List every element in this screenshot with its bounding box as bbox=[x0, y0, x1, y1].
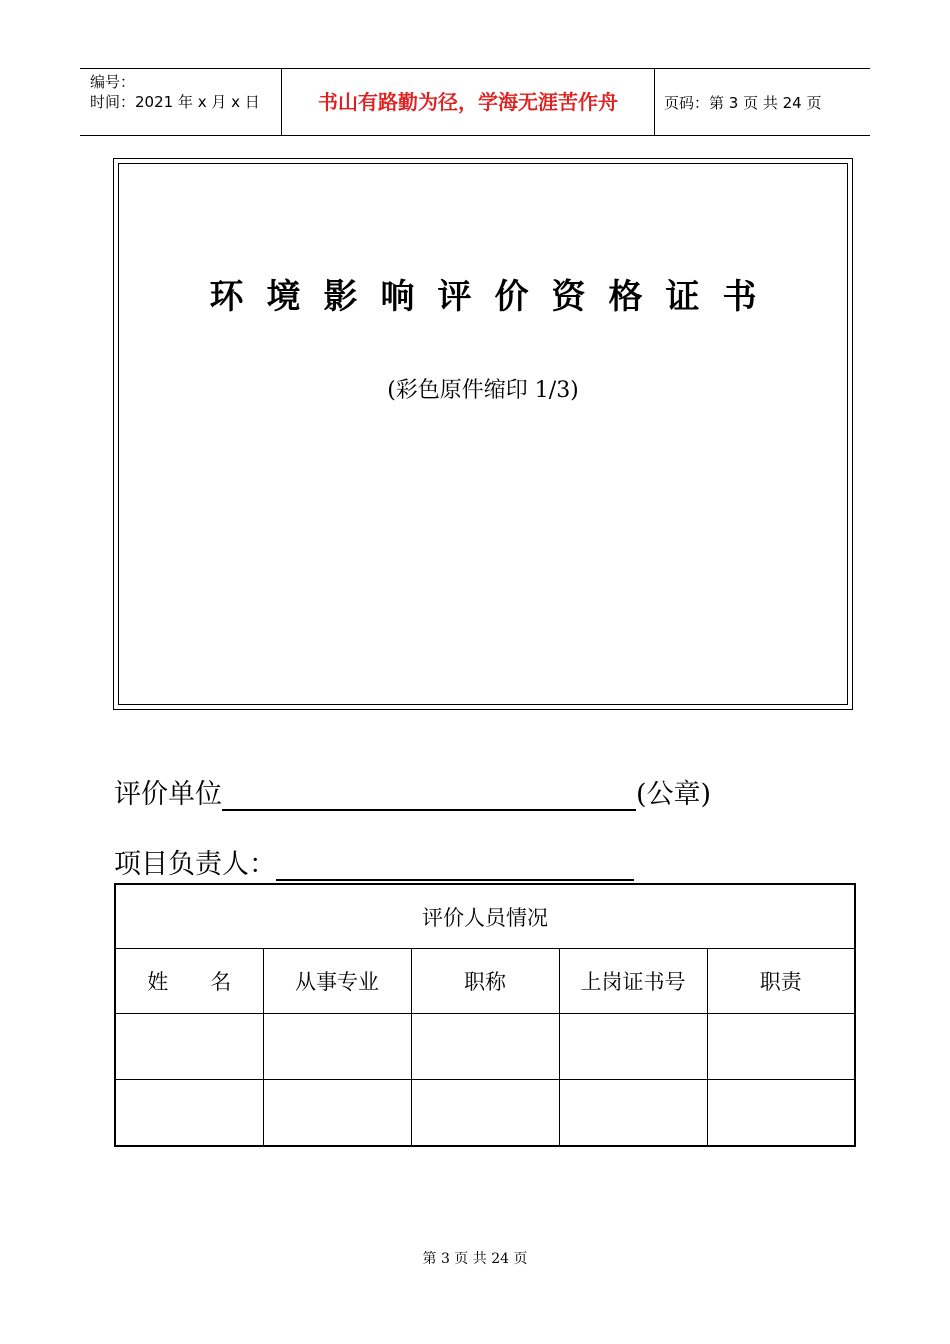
evaluation-unit-blank[interactable] bbox=[222, 781, 636, 811]
column-header-certificate-no: 上岗证书号 bbox=[559, 949, 707, 1014]
staff-table-title-row bbox=[115, 884, 855, 949]
staff-table-header-row bbox=[115, 949, 855, 1014]
table-cell[interactable] bbox=[559, 1014, 707, 1080]
serial-number-label: 编号： bbox=[90, 73, 136, 91]
column-header-specialty: 从事专业 bbox=[263, 949, 411, 1014]
header-bottom-rule bbox=[80, 135, 870, 136]
certificate-title: 环境影响评价资格证书 bbox=[209, 277, 780, 317]
table-cell[interactable] bbox=[707, 1080, 855, 1147]
column-header-title: 职称 bbox=[411, 949, 559, 1014]
evaluation-unit-field bbox=[114, 772, 711, 811]
table-cell[interactable] bbox=[411, 1014, 559, 1080]
certificate-box bbox=[113, 158, 853, 710]
table-cell[interactable] bbox=[411, 1080, 559, 1147]
table-cell[interactable] bbox=[115, 1080, 263, 1147]
staff-table-title: 评价人员情况 bbox=[115, 884, 855, 949]
staff-table bbox=[114, 883, 856, 1147]
header-page-info: 页码：第 3 页 共 24 页 bbox=[664, 94, 822, 112]
certificate-inner-border bbox=[118, 163, 848, 705]
column-header-name: 姓 名 bbox=[115, 949, 263, 1014]
date-label: 时间：2021 年 x 月 x 日 bbox=[90, 93, 260, 111]
header-meta bbox=[90, 72, 260, 112]
header-top-rule bbox=[80, 68, 870, 69]
certificate-subtitle: (彩色原件缩印 1/3) bbox=[387, 378, 579, 403]
column-header-duty: 职责 bbox=[707, 949, 855, 1014]
table-cell[interactable] bbox=[115, 1014, 263, 1080]
header-divider-right bbox=[654, 68, 655, 135]
footer-page-number: 第 3 页 共 24 页 bbox=[422, 1251, 528, 1267]
table-cell[interactable] bbox=[263, 1014, 411, 1080]
table-row bbox=[115, 1080, 855, 1147]
table-row bbox=[115, 1014, 855, 1080]
header-motto: 书山有路勤为径，学海无涯苦作舟 bbox=[318, 90, 618, 114]
official-seal-label: (公章) bbox=[636, 779, 712, 810]
table-cell[interactable] bbox=[559, 1080, 707, 1147]
evaluation-unit-label: 评价单位 bbox=[114, 779, 222, 810]
project-leader-label: 项目负责人： bbox=[114, 849, 276, 880]
project-leader-field bbox=[114, 842, 634, 881]
table-cell[interactable] bbox=[707, 1014, 855, 1080]
project-leader-blank[interactable] bbox=[276, 851, 634, 881]
table-cell[interactable] bbox=[263, 1080, 411, 1147]
